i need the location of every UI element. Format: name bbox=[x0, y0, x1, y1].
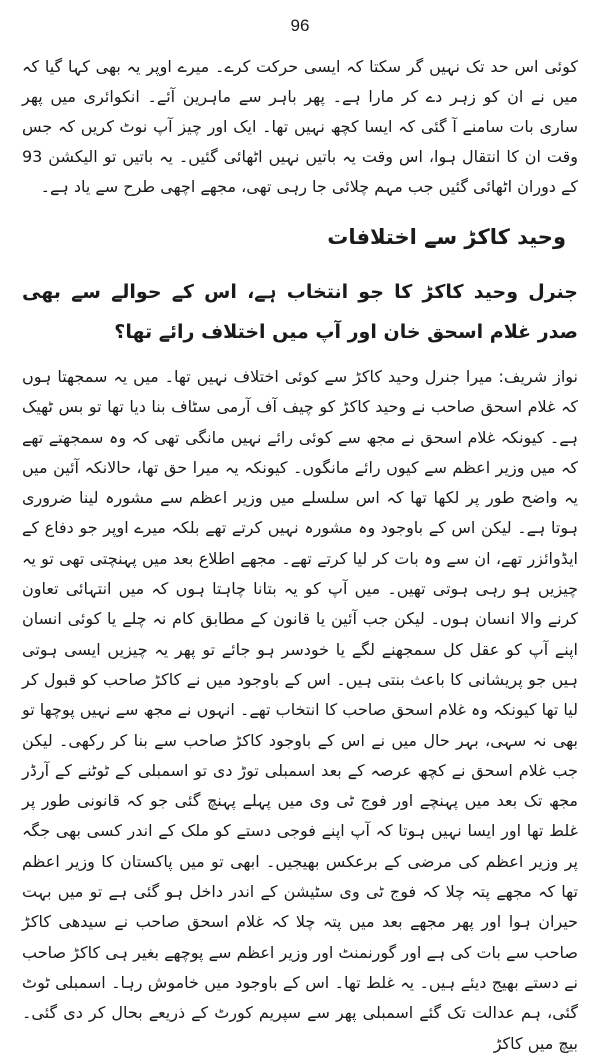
page-number: 96 bbox=[290, 16, 310, 35]
section-heading: وحید کاکڑ سے اختلافات bbox=[327, 225, 566, 249]
answer-paragraph: نواز شریف: میرا جنرل وحید کاکڑ سے کوئی اختلاف نہیں تھا۔ میں یہ سمجھتا ہوں کہ غلام اسحق صاحب نے وحید کاکڑ کو چیف آف آرمی سٹاف بنا دیا تھا تو بس ٹھیک ہے۔ کیونکہ غلام اسحق نے مجھ سے کوئی رائے نہیں مانگی تھی کہ وہ سمجھتے تھے کہ میں وزیر اعظم سے کیوں رائے مانگوں۔ کیونکہ یہ میرا حق تھا، حالانکہ آئین میں یہ واضح طور پر لکھا تھا کہ اس سلسلے میں وزیر اعظم سے مشورہ لینا ضروری ہوتا ہے۔ لیکن اس کے باوجود وہ مشورہ نہیں کرتے تھے بلکہ میرے اوپر جو دفاع کے ایڈوائزر تھے، ان سے وہ بات کر لیا کرتے تھے۔ مجھے اطلاع بعد میں پہنچتی تھی تو یہ چیزیں ہو رہی ہوتی تھیں۔ میں آپ کو یہ بتانا چاہتا ہوں کہ میں انتہائی تعاون کرنے والا انسان ہوں۔ لیکن جب آئین یا قانون کے مطابق کام نہ چلے یا کوئی انسان اپنے آپ کو عقل کل سمجھنے لگے یا خودسر ہو جائے تو پھر یہ چیزیں ایسی ہوتی ہیں جو پریشانی کا باعث بنتی ہیں۔ اس کے باوجود میں نے کاکڑ صاحب کو قبول کر لیا تھا کیونکہ وہ غلام اسحق صاحب کا انتخاب تھے۔ انہوں نے مجھ سے نہیں پوچھا تو بھی نہ سہی، بہر حال میں نے اس کے باوجود کاکڑ صاحب سے بنا کر رکھی۔ لیکن جب غلام اسحق نے کچھ عرصہ کے بعد اسمبلی توڑ دی تو اسمبلی کے ٹوٹنے کے آرڈر مجھ تک بعد میں پہنچے اور فوج ٹی وی میں پہلے پہنچ گئی جو کہ قانونی طور پر غلط تھا اور ایسا نہیں ہوتا کہ آپ اپنے فوجی دستے کو ملک کے اندر کسی بھی جگہ پر وزیر اعظم کی مرضی کے برعکس بھیجیں۔ ابھی تو میں پاکستان کا وزیر اعظم تھا کہ مجھے پتہ چلا کہ فوج ٹی وی سٹیشن کے اندر داخل ہو گئی ہے تو میں بہت حیران ہوا اور پھر مجھے بعد میں پتہ چلا کہ غلام اسحق صاحب نے سیدھی کاکڑ صاحب سے بات کی ہے اور گورنمنٹ اور وزیر اعظم سے پوچھے بغیر ہی کاکڑ صاحب نے دستے بھیج دیئے ہیں۔ یہ غلط تھا۔ اس کے باوجود میں خاموش رہا۔ اسمبلی ٹوٹ گئی، ہم عدالت تک گئے اسمبلی پھر سے سپریم کورٹ کے ذریعے بحال کر دی گئی۔ بیچ میں کاکڑ bbox=[22, 367, 578, 1053]
interview-question: جنرل وحید کاکڑ کا جو انتخاب ہے، اس کے حوالے سے بھی صدر غلام اسحق خان اور آپ میں اختلاف رائے تھا؟ bbox=[22, 281, 578, 343]
paragraph-1: کوئی اس حد تک نہیں گر سکتا کہ ایسی حرکت کرے۔ میرے اوپر یہ بھی کہا گیا کہ میں نے ان کو زہر دے کر مارا ہے۔ پھر باہر سے ماہرین آئے۔ انکوائری میں پھر ساری بات سامنے آ گئی کہ ایسا کچھ نہیں تھا۔ ایک اور چیز آپ نوٹ کریں کہ جس وقت ان کا انتقال ہوا، اس وقت یہ باتیں نہیں اٹھائی گئیں۔ یہ باتیں تو الیکشن 93 کے دوران اٹھائی گئیں جب مہم چلائی جا رہی تھی، مجھے اچھی طرح سے یاد ہے۔ bbox=[22, 57, 578, 196]
